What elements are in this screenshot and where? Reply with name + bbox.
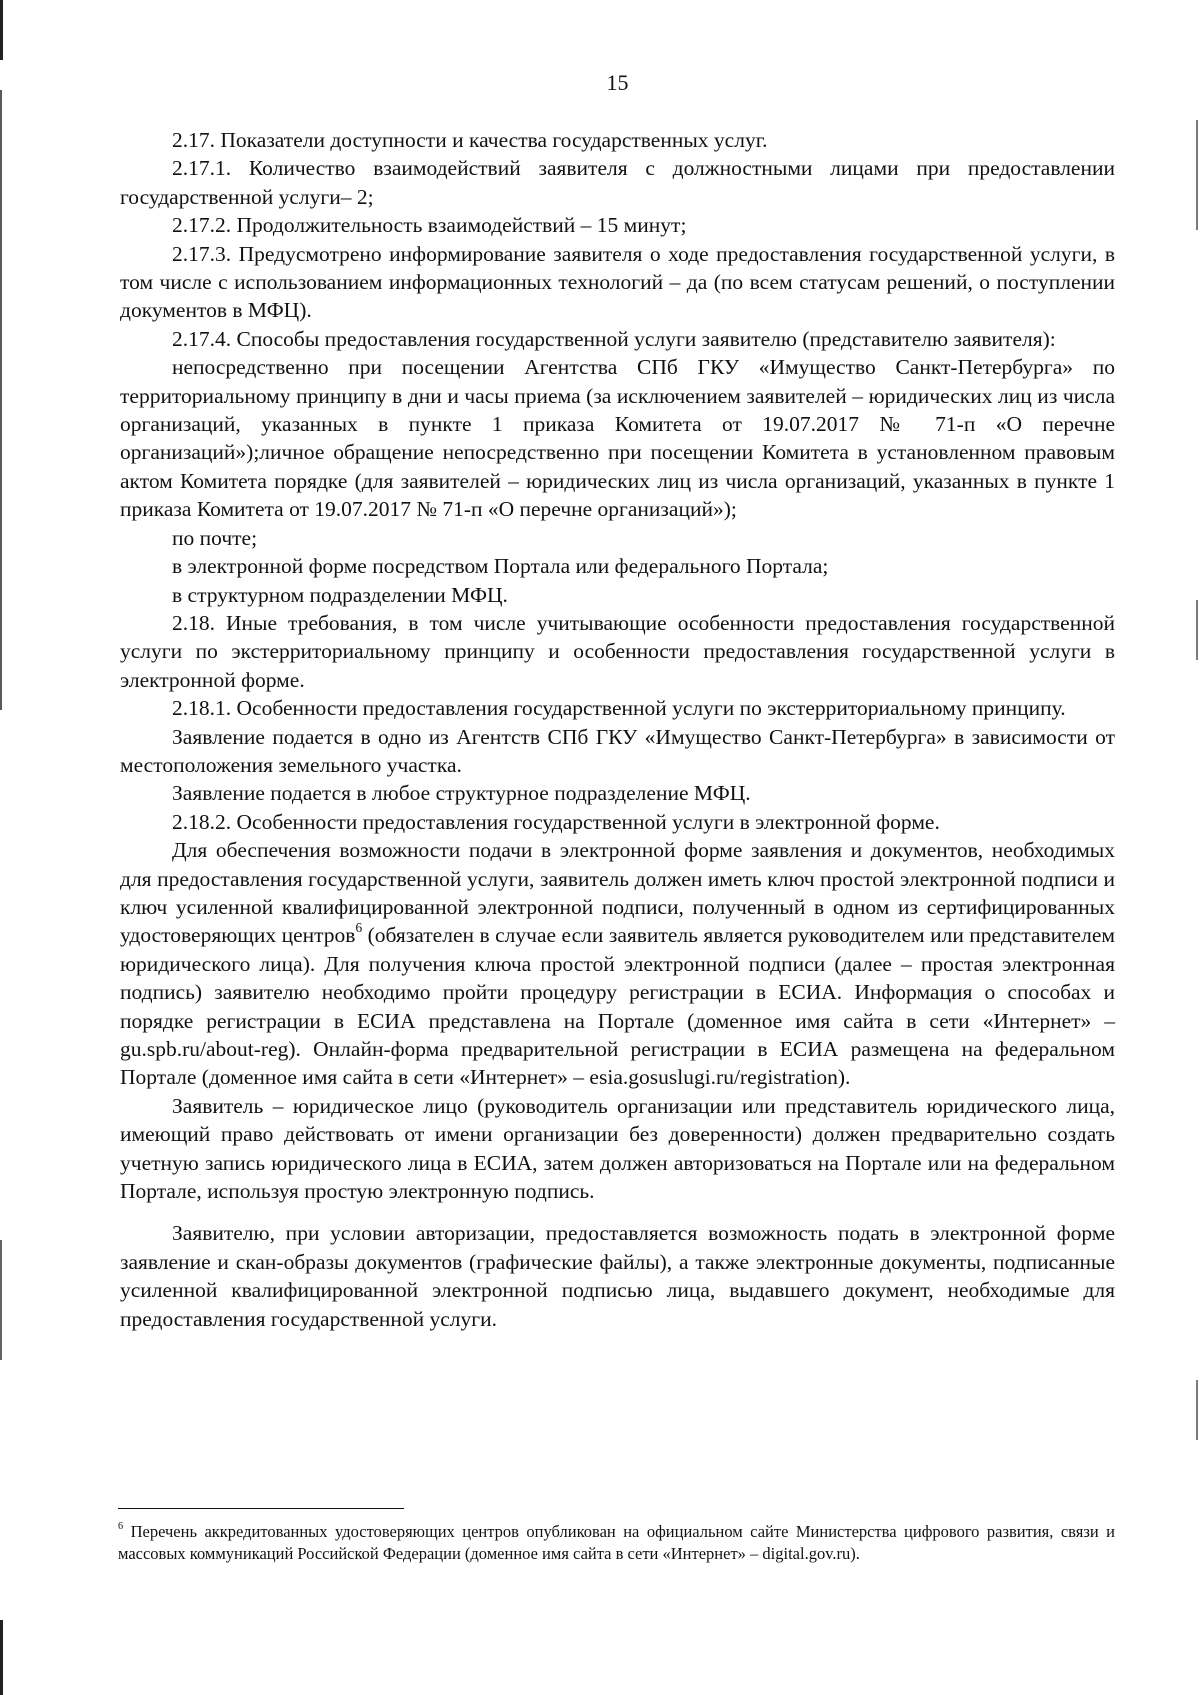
scan-edge-left-lower <box>0 1240 2 1360</box>
footnote-reference: 6 <box>355 920 363 936</box>
paragraph-by-mail: по почте; <box>172 525 258 550</box>
scan-edge-left <box>0 0 3 60</box>
scan-edge-right-low <box>1196 1380 1198 1440</box>
scan-edge-left-bottom <box>0 1620 3 1695</box>
paragraph-electronic-portal: в электронной форме посредством Портала или федерального Портала; <box>172 554 829 579</box>
electronic-text-start: Для обеспечения возможности подачи в электронной форме заявления и документов, необходимых для предоставления государственной услуги, заявитель должен иметь ключ простой электронной подписи и ключ усиленной квалифицированной электронной подписи, полученный в одном из сертифицированных удостоверяющих центров <box>120 838 1115 948</box>
footnote-separator <box>118 1508 404 1509</box>
paragraph-electronic-requirements <box>120 836 1115 1092</box>
paragraph-authorization: Заявителю, при условии авторизации, предоставляется возможность подать в электронной форме заявление и скан-образы документов (графические файлы), а также электронные документы, подписанные усиленной квалифицированной электронной подписью лица, выдавшего документ, необходимые для предоставления государственной услуги. <box>120 1221 1115 1331</box>
footnote-marker: 6 <box>118 1520 124 1532</box>
paragraph-2-17-3: 2.17.3. Предусмотрено информирование заявителя о ходе предоставления государственной услуги, в том числе с использованием информационных технологий – да (по всем статусам решений, о поступлении документов в МФЦ). <box>120 241 1115 323</box>
paragraph-2-17-1: 2.17.1. Количество взаимодействий заявителя с должностными лицами при предоставлении государственной услуги– 2; <box>120 156 1115 209</box>
page-number: 15 <box>606 70 629 95</box>
paragraph-2-17-2: 2.17.2. Продолжительность взаимодействий – 15 минут; <box>172 213 687 238</box>
footnote <box>118 1521 1115 1565</box>
paragraph-legal-entity: Заявитель – юридическое лицо (руководитель организации или представитель юридического лица, имеющий право действовать от имени организации без доверенности) должен предварительно создать учетную запись юридического лица в ЕСИА, затем должен авторизоваться на Портале или на федеральном Портале, используя простую электронную подпись. <box>120 1093 1115 1204</box>
paragraph-2-18-1: 2.18.1. Особенности предоставления государственной услуги по экстерриториальному принципу. <box>172 696 1066 721</box>
document-body <box>120 126 1115 1333</box>
paragraph-2-18: 2.18. Иные требования, в том числе учитывающие особенности предоставления государственной услуги по экстерриториальному принципу и особенности предоставления государственной услуги в электронной форме. <box>120 610 1115 692</box>
paragraph-in-person: непосредственно при посещении Агентства СПб ГКУ «Имущество Санкт-Петербурга» по территориальному принципу в дни и часы приема (за исключением заявителей – юридических лиц из числа организаций, указанных в пункте 1 приказа Комитета от 19.07.2017 № 71-п «О перечне организаций»);личное обращение непосредственно при посещении Комитета в установленном правовым актом Комитета порядке (для заявителей – юридических лиц из числа организаций, указанных в пункте 1 приказа Комитета от 19.07.2017 № 71-п «О перечне организаций»); <box>120 355 1115 522</box>
scan-edge-left-band <box>0 90 2 710</box>
scan-edge-right <box>1196 120 1198 230</box>
paragraph-mfc-filing: Заявление подается в любое структурное подразделение МФЦ. <box>172 781 751 806</box>
paragraph-agency-filing: Заявление подается в одно из Агентств СПб ГКУ «Имущество Санкт-Петербурга» в зависимости от местоположения земельного участка. <box>120 724 1115 777</box>
paragraph-2-17-4: 2.17.4. Способы предоставления государственной услуги заявителю (представителю заявителя): <box>172 326 1056 351</box>
electronic-text-end: (обязателен в случае если заявитель является руководителем или представителем юридического лица). Для получения ключа простой электронной подписи (далее – простая электронная подпись) заявителю необходимо пройти процедуру регистрации в ЕСИА. Информация о способах и порядке регистрации в ЕСИА представлена на Портале (доменное имя сайта в сети «Интернет» – gu.spb.ru/about-reg). Онлайн-форма предварительной регистрации в ЕСИА размещена на федеральном Портале (доменное имя сайта в сети «Интернет» – esia.gosuslugi.ru/registration). <box>120 923 1115 1090</box>
scan-edge-right-mid <box>1196 600 1198 660</box>
paragraph-2-18-2: 2.18.2. Особенности предоставления государственной услуги в электронной форме. <box>172 809 940 834</box>
paragraph-mfc: в структурном подразделении МФЦ. <box>172 582 508 607</box>
paragraph-2-17: 2.17. Показатели доступности и качества государственных услуг. <box>172 128 768 152</box>
footnote-text: Перечень аккредитованных удостоверяющих центров опубликован на официальном сайте Министерства цифрового развития, связи и массовых коммуникаций Российской Федерации (доменное имя сайта в сети «Интернет» – digital.gov.ru). <box>118 1522 1115 1563</box>
